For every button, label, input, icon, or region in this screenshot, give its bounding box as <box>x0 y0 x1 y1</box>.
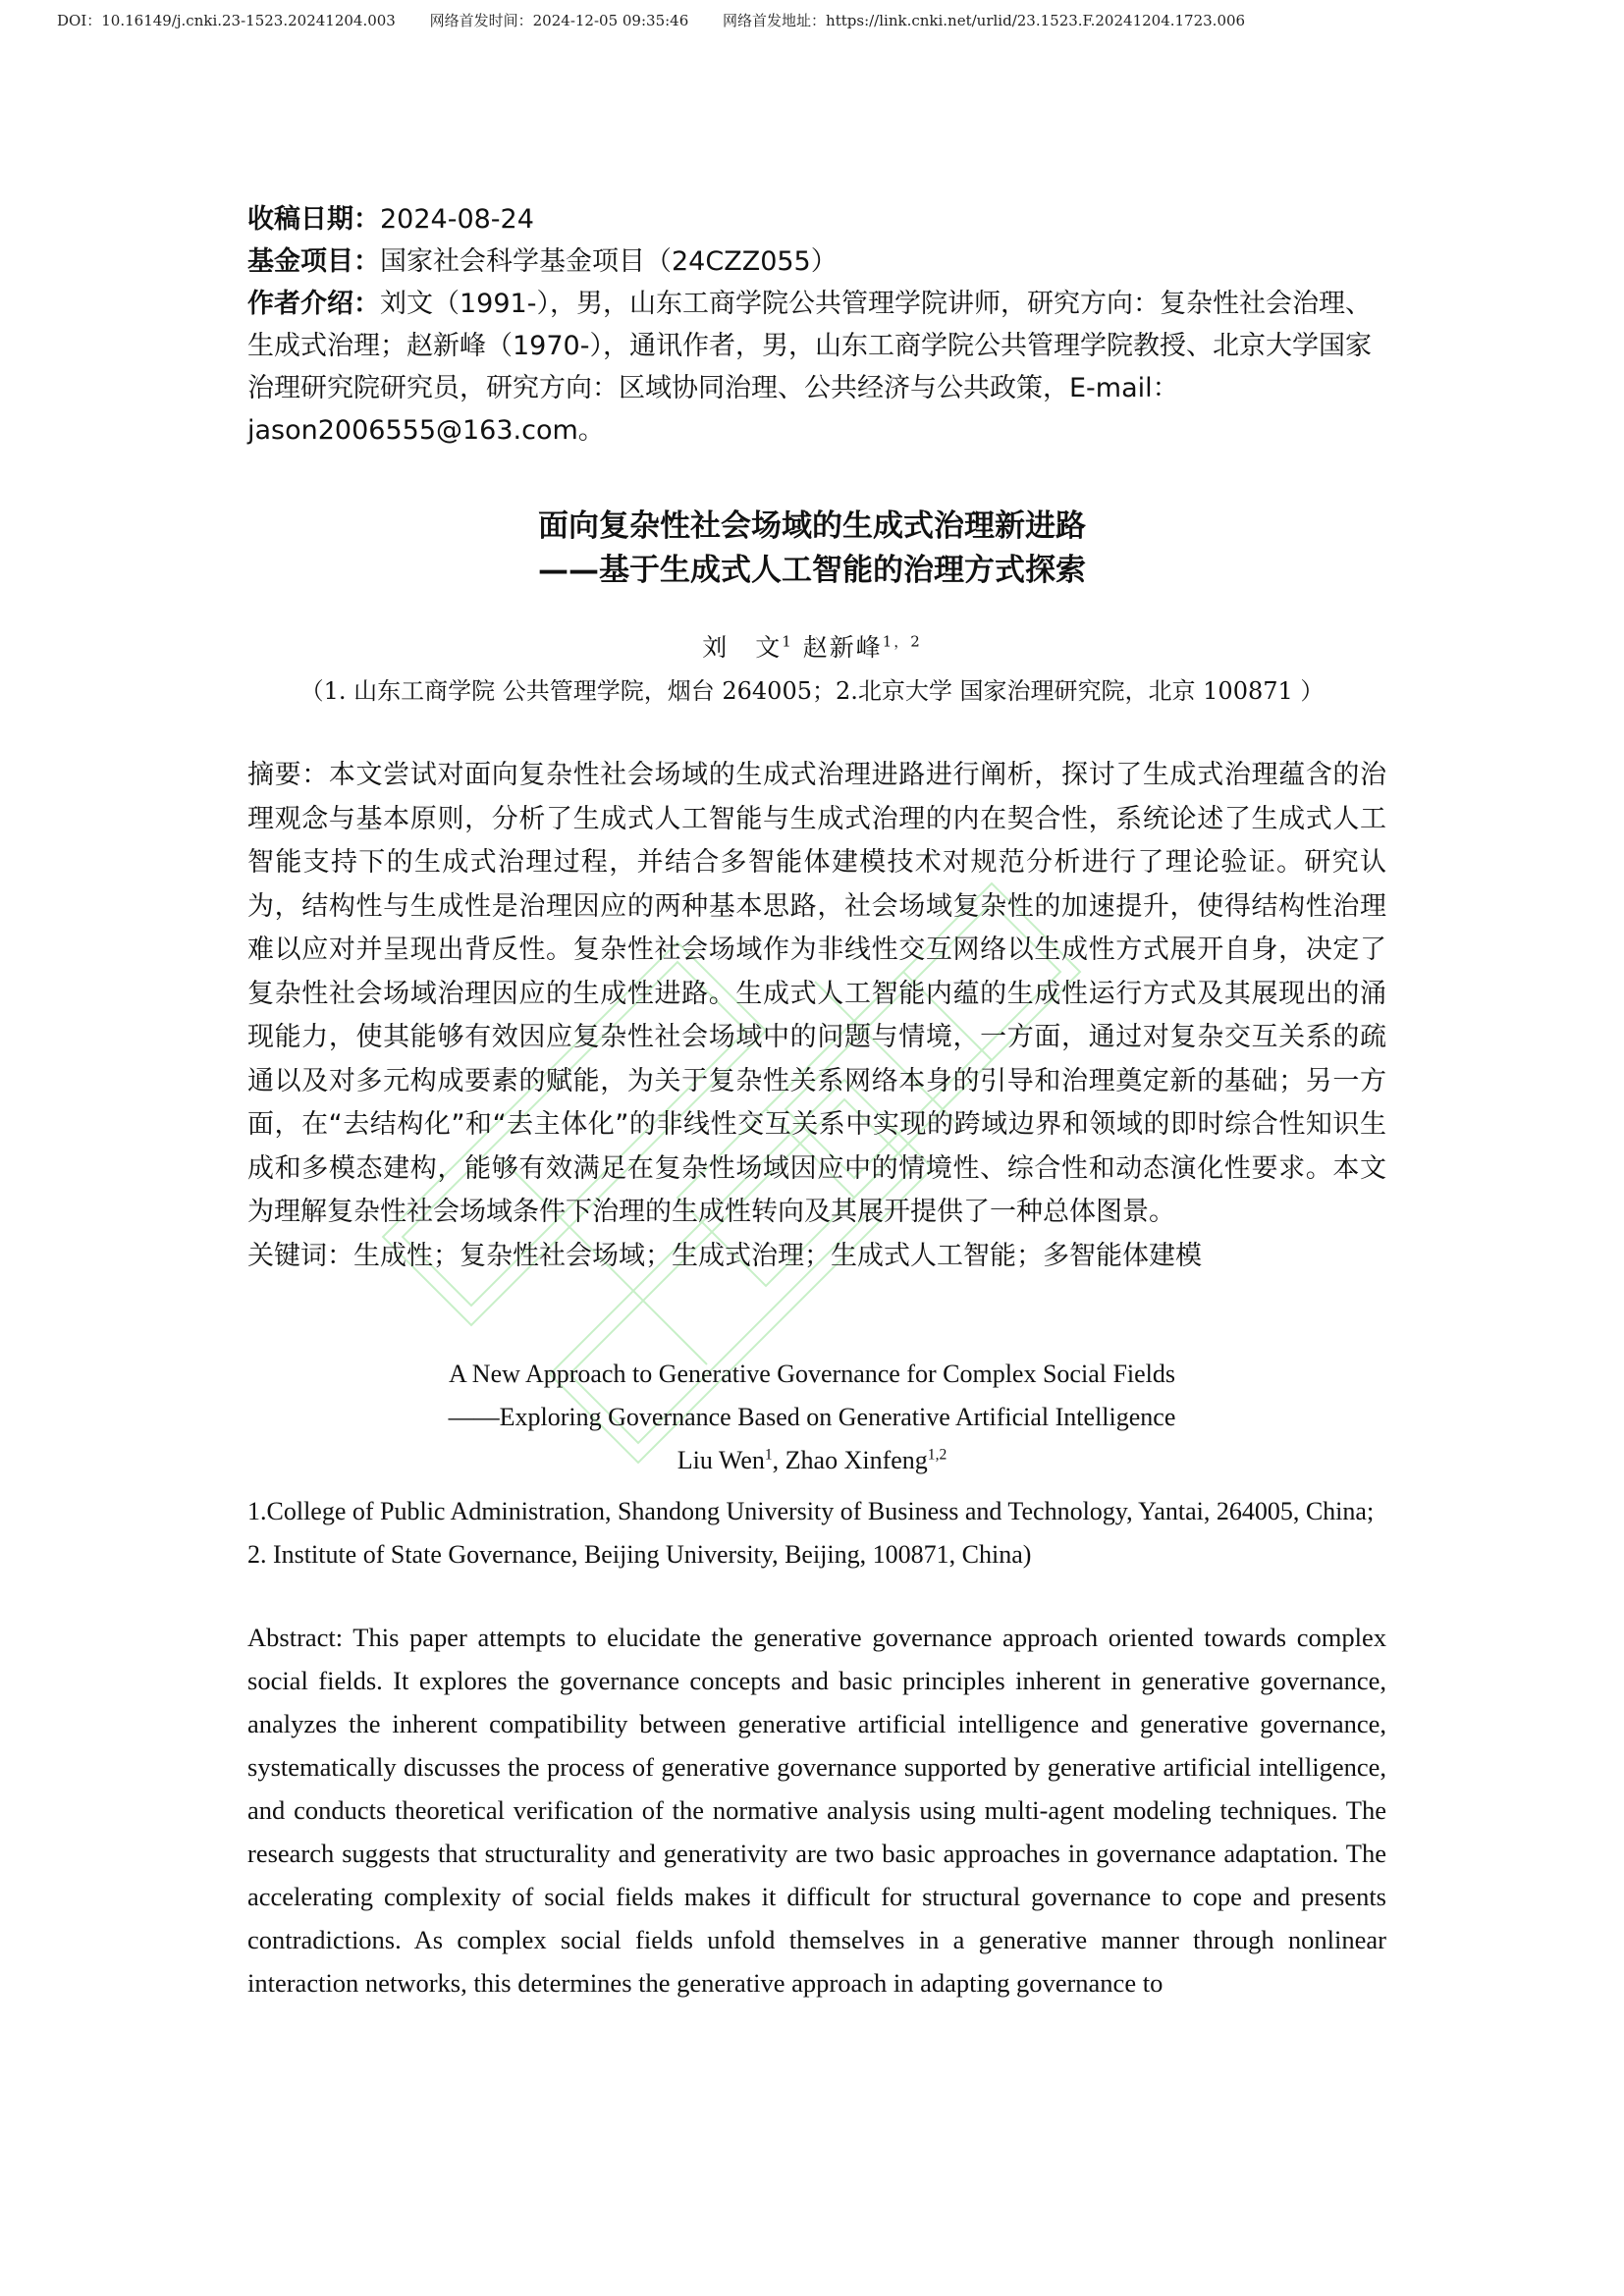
author2-en-sup: 1,2 <box>927 1446 947 1464</box>
author2-cn-sup: 1，2 <box>882 632 922 651</box>
authors-en <box>0 1446 1624 1475</box>
authors-cn <box>0 628 1624 664</box>
author2-en: Zhao Xinfeng <box>785 1446 928 1474</box>
author-sep-en: , <box>772 1446 785 1474</box>
publish-url-text: 网络首发地址：https://link.cnki.net/urlid/23.1523.F.20241204.1723.006 <box>723 12 1246 29</box>
title-cn-line1: 面向复杂性社会场域的生成式治理新进路 <box>538 508 1086 544</box>
fund-line <box>247 240 1386 283</box>
author1-en-sup: 1 <box>764 1446 773 1464</box>
keywords-cn: 关键词：生成性；复杂性社会场域；生成式治理；生成式人工智能；多智能体建模 <box>247 1240 1202 1271</box>
received-value: 2024-08-24 <box>380 204 534 235</box>
article-meta <box>247 198 1386 452</box>
author-value: 刘文（1991-），男，山东工商学院公共管理学院讲师，研究方向：复杂性社会治理、生成式治理；赵新峰（1970-），通讯作者，男，山东工商学院公共管理学院教授、北京大学国家治理研究院研究员，研究方向：区域协同治理、公共经济与公共政策，E-mail：jason2006555@163.com。 <box>247 289 1372 446</box>
author1-cn-sup: 1 <box>782 632 793 651</box>
fund-label: 基金项目： <box>247 246 380 277</box>
title-en-line1: A New Approach to Generative Governance for Complex Social Fields <box>448 1360 1176 1388</box>
author1-cn: 刘 文 <box>702 633 783 662</box>
title-cn-line2: ——基于生成式人工智能的治理方式探索 <box>538 553 1086 588</box>
title-en-line2: ——Exploring Governance Based on Generative Artificial Intelligence <box>448 1403 1176 1431</box>
publish-time-text: 网络首发时间：2024-12-05 09:35:46 <box>429 12 689 29</box>
author-label: 作者介绍： <box>247 289 380 319</box>
received-label: 收稿日期： <box>247 204 380 235</box>
abstract-cn-text: 摘要：本文尝试对面向复杂性社会场域的生成式治理进路进行阐析，探讨了生成式治理蕴含的治理观念与基本原则，分析了生成式人工智能与生成式治理的内在契合性，系统论述了生成式人工智能支持下的生成式治理过程，并结合多智能体建模技术对规范分析进行了理论验证。研究认为，结构性与生成性是治理因应的两种基本思路，社会场域复杂性的加速提升，使得结构性治理难以应对并呈现出背反性。复杂性社会场域作为非线性交互网络以生成性方式展开自身，决定了复杂性社会场域治理因应的生成性进路。生成式人工智能内蕴的生成性运行方式及其展现出的涌现能力，使其能够有效因应复杂性社会场域中的问题与情境，一方面，通过对复杂交互关系的疏通以及对多元构成要素的赋能，为关于复杂性关系网络本身的引导和治理奠定新的基础；另一方面，在“去结构化”和“去主体化”的非线性交互关系中实现的跨域边界和领域的即时综合性知识生成和多模态建构，能够有效满足在复杂性场域因应中的情境性、综合性和动态演化性要求。本文为理解复杂性社会场域条件下治理的生成性转向及其展开提供了一种总体图景。 <box>247 760 1386 1227</box>
abstract-cn <box>247 754 1386 1278</box>
fund-value: 国家社会科学基金项目（24CZZ055） <box>380 246 838 277</box>
affiliation-en: 1.College of Public Administration, Shandong University of Business and Technology, Yantai, 264005, China; 2. Institute of State Governance, Beijing University, Beijing, 100871, China) <box>247 1497 1375 1569</box>
author1-en: Liu Wen <box>677 1446 765 1474</box>
received-date-line <box>247 198 1386 240</box>
publication-header <box>57 10 1274 30</box>
abstract-en-text: Abstract: This paper attempts to elucidate the generative governance approach oriented towards complex social fields. It explores the governance concepts and basic principles inherent in generative governance, analyzes the inherent compatibility between generative artificial intelligence and generative governance, systematically discusses the process of generative governance supported by generative artificial intelligence, and conducts theoretical verification of the normative analysis using multi-agent modeling techniques. The research suggests that structurality and generativity are two basic approaches in governance adaptation. The accelerating complexity of social fields makes it difficult for structural governance to cope and presents contradictions. As complex social fields unfold themselves in a generative manner through nonlinear interaction networks, this determines the generative approach in adapting governance to <box>247 1623 1386 1998</box>
author-intro-line <box>247 283 1386 452</box>
author2-cn: 赵新峰 <box>802 633 883 662</box>
abstract-en <box>247 1616 1386 2004</box>
doi-text: DOI：10.16149/j.cnki.23-1523.20241204.003 <box>57 12 396 29</box>
affiliation-cn: （1. 山东工商学院 公共管理学院，烟台 264005；2.北京大学 国家治理研究院，北京 100871 ） <box>299 677 1325 705</box>
